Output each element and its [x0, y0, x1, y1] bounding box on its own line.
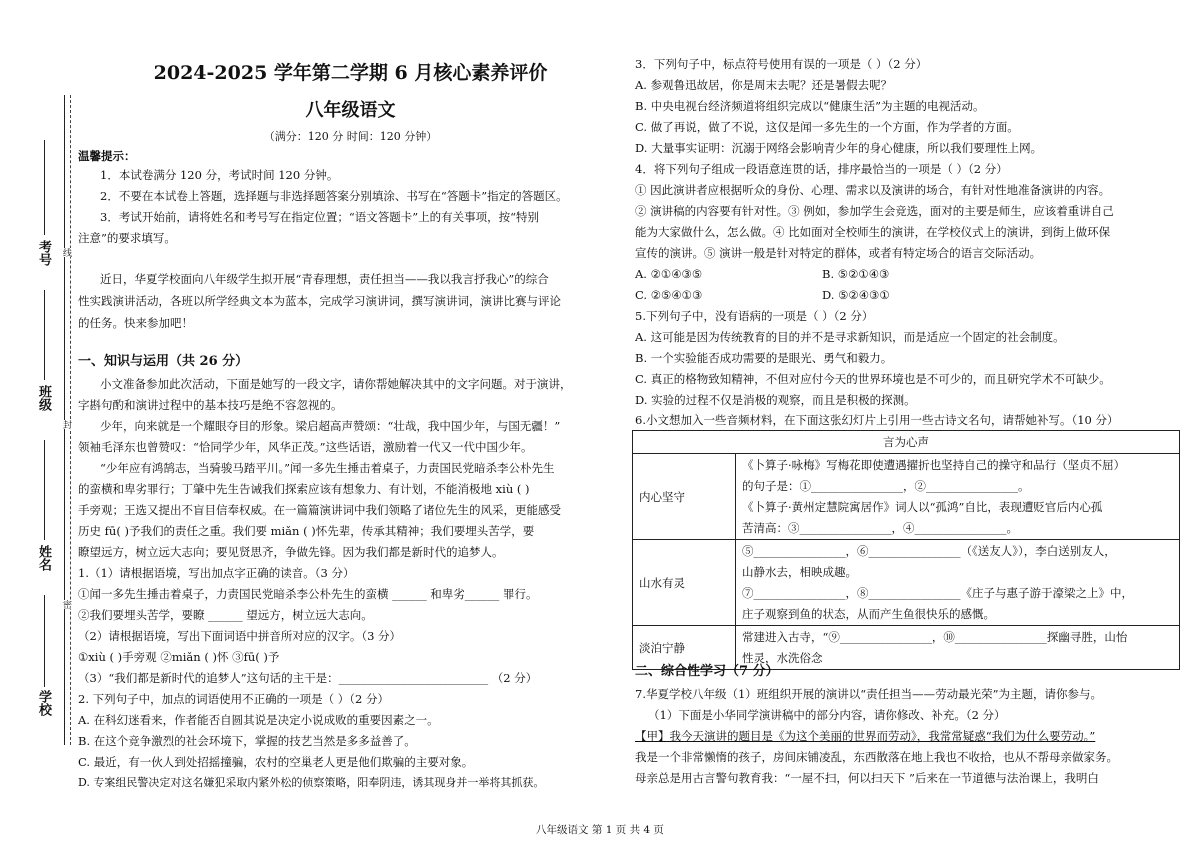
answer-blank-line[interactable]: 的句子是：①________________，②________________。	[742, 479, 1030, 493]
q2-prompt: 2. 下列句子中，加点的词语使用不正确的一项是（ ）（2 分）	[78, 692, 390, 706]
q7-1-prompt: （1）下面是小华同学演讲稿中的部分内容，请你修改、补充。（2 分）	[648, 708, 1006, 722]
s1-para-7: 历史 fū( )予我们的责任之重。我们要 miǎn ( )怀先辈，传承其精神；我们要埋头苦学，要	[78, 524, 535, 538]
tip-1: 1．本试卷满分 120 分，考试时间 120 分钟。	[100, 168, 339, 182]
row-content	[736, 454, 1180, 540]
q5-option-b: B. 一个实验能否成功需要的是眼光、勇气和毅力。	[635, 351, 893, 365]
q4-prompt: 4．将下列句子组成一段语意连贯的话，排序最恰当的一项是（ ）（2 分）	[635, 162, 1008, 176]
row-line: 《卜算子·咏梅》写梅花即使遭遇擢折也坚持自己的操守和品行（坚贞不屈）	[742, 458, 1126, 472]
row-content	[736, 626, 1180, 670]
q5-option-c: C. 真正的格物致知精神，不但对应付今天的世界环境也是不可少的，而且研究学术不可缺少。	[635, 372, 1111, 386]
table-header: 言为心声	[633, 431, 1180, 454]
answer-blank-line[interactable]: 常建进入古寺，“⑨________________，⑩________________探幽寻胜，山怡	[742, 630, 1128, 644]
class-field[interactable]	[44, 290, 45, 380]
section-1-heading: 一、知识与运用（共 26 分）	[78, 354, 249, 369]
intro-line-1: 近日，华夏学校面向八年级学生拟开展“青春理想，责任担当——我以我言抒我心”的综合	[100, 272, 549, 286]
q4-sentence-1: ① 因此演讲者应根据听众的身份、心理、需求以及演讲的场合，有针对性地准备演讲的内容。	[635, 183, 1111, 197]
q3-option-c: C. 做了再说，做了不说，这仅是闻一多先生的一个方面，作为学者的方面。	[635, 120, 1019, 134]
binding-mark-seal: 封	[61, 420, 71, 429]
q1-2-prompt: （2）请根据语境，写出下面词语中拼音所对应的汉字。（3 分）	[78, 629, 402, 643]
row-line: 《卜算子·黄州定慧院寓居作》词人以“孤鸿”自比，表现遭贬官后内心孤	[742, 500, 1103, 514]
table-row	[633, 626, 1180, 670]
q3-option-d: D. 大量事实证明：沉溺于网络会影响青少年的身心健康，所以我们要理性上网。	[635, 141, 1043, 155]
q5-option-a: A. 这可能是因为传统教育的目的并不是寻求新知识，而是适应一个固定的社会制度。	[635, 330, 1065, 344]
intro-line-3: 的任务。快来参加吧！	[78, 316, 193, 330]
q1-3: （3）“我们都是新时代的追梦人”这句话的主干是：__________________________ （2 分）	[78, 671, 538, 685]
class-label: 班级	[36, 385, 51, 411]
row-label: 山水有灵	[633, 540, 736, 626]
q2-option-c: C. 最近，有一伙人到处招摇撞骗，农村的空巢老人更是他们欺骗的主要对象。	[78, 755, 474, 769]
exam-subtitle: 八年级语文	[305, 100, 396, 121]
row-label: 内心坚守	[633, 454, 736, 540]
q4-option-b: B. ⑤②①④③	[822, 267, 890, 281]
row-line: 性灵，水洗俗念	[742, 651, 823, 665]
q3-option-b: B. 中央电视台经济频道将组织完成以“健康生活”为主题的电视活动。	[635, 99, 985, 113]
q7-passage-1: 【甲】我今天演讲的题目是《为这个美丽的世界而劳动》，我常常疑惑“我们为什么要劳动。”	[635, 729, 1096, 743]
tip-2: 2．不要在本试卷上答题，选择题与非选择题答案分别填涂、书写在“答题卡”指定的答题区。	[100, 189, 568, 203]
exam-no-field[interactable]	[44, 140, 45, 235]
row-line: 庄子观察到鱼的状态，从而产生鱼很快乐的感慨。	[742, 607, 995, 621]
page-footer: 八年级语文 第 1 页 共 4 页	[536, 824, 664, 836]
s1-para-6: 手旁观；王选又提出不盲目信奉权威。在一篇篇演讲词中我们领略了诸位先生的风采，更能感受	[78, 503, 561, 517]
q7-passage-2: 我是一个非常懒惰的孩子，房间床铺凌乱，东西散落在地上我也不收拾，也从不帮母亲做家务。	[635, 750, 1118, 764]
q4-sentence-3: 能为大家做什么，怎么做。④ 比如面对全校师生的演讲，在学校仪式上的演讲，到街上做环保	[635, 225, 1111, 239]
q5-option-d: D. 实验的过程不仅是消极的观察，而且是积极的探测。	[635, 393, 916, 407]
answer-blank-line[interactable]: 苦清高：③________________，④________________。	[742, 521, 1018, 535]
s1-para-3: 领袖毛泽东也曾赞叹：“恰同学少年，风华正茂。”这些话语，激励着一代又一代中国少年。	[78, 440, 533, 454]
s1-para-5: 的蛮横和卑劣罪行；丁肇中先生告诫我们探索应该有想象力、有计划，不能消极地 xiù ( )	[78, 482, 530, 496]
school-field[interactable]	[44, 595, 45, 687]
q5-prompt: 5.下列句子中，没有语病的一项是（ ）（2 分）	[635, 309, 874, 323]
q4-option-d: D. ⑤②④③①	[822, 288, 890, 302]
q2-option-d: D. 专案组民警决定对这名嫌犯采取内紧外松的侦察策略，阳奉阴违，诱其现身并一举将其抓获。	[78, 776, 545, 789]
q2-option-a: A. 在科幻迷看来，作者能否自圆其说是决定小说成败的重要因素之一。	[78, 713, 439, 727]
q6-prompt: 6.小文想加入一些音频材料，在下面这张幻灯片上引用一些古诗文名句，请帮她补写。（10 分）	[635, 413, 1119, 427]
q7-passage-3: 母亲总是用古言警句教育我：“一屋不扫，何以扫天下 ”后来在一节道德与法治课上，我明白	[635, 771, 1099, 785]
q3-prompt: 3．下列句子中，标点符号使用有误的一项是（ ）（2 分）	[635, 57, 928, 71]
s1-para-0: 小文准备参加此次活动，下面是她写的一段文字，请你帮她解决其中的文字问题。对于演讲，	[100, 377, 572, 391]
q1-2-items: ①xiù ( )手旁观 ②miǎn ( )怀 ③fū( )予	[78, 650, 280, 664]
q4-sentence-4: 宣传的演讲。⑤ 演讲一般是针对特定的群体，或者有特定场合的语言交际活动。	[635, 246, 1042, 260]
s1-para-1: 字斟句酌和演讲过程中的基本技巧是绝不容忽视的。	[78, 398, 343, 412]
exam-score-time: （满分：120 分 时间：120 分钟）	[263, 130, 438, 143]
q1-1-prompt: 1.（1）请根据语境，写出加点字正确的读音。（3 分）	[78, 566, 355, 580]
q4-option-c: C. ②⑤④①③	[635, 288, 703, 302]
q7-prompt: 7.华夏学校八年级（1）班组织开展的演讲以“责任担当——劳动最光荣”为主题，请你参与。	[635, 687, 1103, 701]
s1-para-8: 瞭望远方，树立远大志向；要见贤思齐，争做先锋。因为我们都是新时代的追梦人。	[78, 545, 504, 559]
tip-3: 3．考试开始前，请将姓名和考号写在指定位置；“语文答题卡”上的有关事项，按“特别	[100, 210, 539, 224]
exam-title: 2024-2025 学年第二学期 6 月核心素养评价	[153, 62, 548, 84]
row-label: 淡泊宁静	[633, 626, 736, 670]
intro-line-2: 性实践演讲活动，各班以所学经典文本为蓝本，完成学习演讲词，撰写演讲词，演讲比赛与评论	[78, 294, 561, 308]
q4-sentence-2: ② 演讲稿的内容要有针对性。③ 例如，参加学生会竞选，面对的主要是师生，应该着重讲自己	[635, 204, 1114, 218]
answer-blank-line[interactable]: ⑤________________，⑥________________（《送友人》），李白送别友人，	[742, 544, 1116, 558]
exam-no-label: 考号	[36, 240, 51, 266]
q1-1-a: ①闻一多先生捶击着桌子，力责国民党暗杀李公朴先生的蛮横 ______ 和卑劣______ 罪行。	[78, 587, 538, 601]
table-row	[633, 454, 1180, 540]
row-line: 山静水去，相映成趣。	[742, 565, 857, 579]
table-row	[633, 540, 1180, 626]
q3-option-a: A. 参观鲁迅故居，你是周末去呢？还是暑假去呢？	[635, 78, 893, 92]
name-field[interactable]	[44, 440, 45, 540]
binding-mark-line: 线	[61, 248, 71, 257]
s1-para-2: 少年，向来就是一个耀眼夺目的形象。梁启超高声赞颂：“壮哉，我中国少年，与国无疆！”	[100, 419, 561, 433]
tip-3-cont: 注意”的要求填写。	[78, 231, 176, 245]
s1-para-4: “少年应有鸿鹄志，当骑骏马踏平川。”闻一多先生捶击着桌子，力责国民党暗杀李公朴先生	[100, 461, 555, 475]
school-label: 学校	[36, 690, 51, 716]
poetry-table	[632, 430, 1180, 670]
binding-mark-dense: 密	[61, 600, 71, 609]
row-content	[736, 540, 1180, 626]
q4-option-a: A. ②①④③⑤	[635, 267, 703, 281]
q1-1-b: ②我们要埋头苦学，要瞭 ______ 望远方，树立远大志向。	[78, 608, 373, 622]
name-label: 姓名	[36, 545, 51, 571]
answer-blank-line[interactable]: ⑦________________，⑧________________《庄子与惠子游于濠梁之上》中，	[742, 586, 1133, 600]
section-2-heading: 二、综合性学习（7 分）	[635, 664, 779, 679]
tips-heading: 温馨提示：	[78, 149, 136, 163]
q2-option-b: B. 在这个竞争激烈的社会环境下，掌握的技艺当然是多多益善了。	[78, 734, 416, 748]
